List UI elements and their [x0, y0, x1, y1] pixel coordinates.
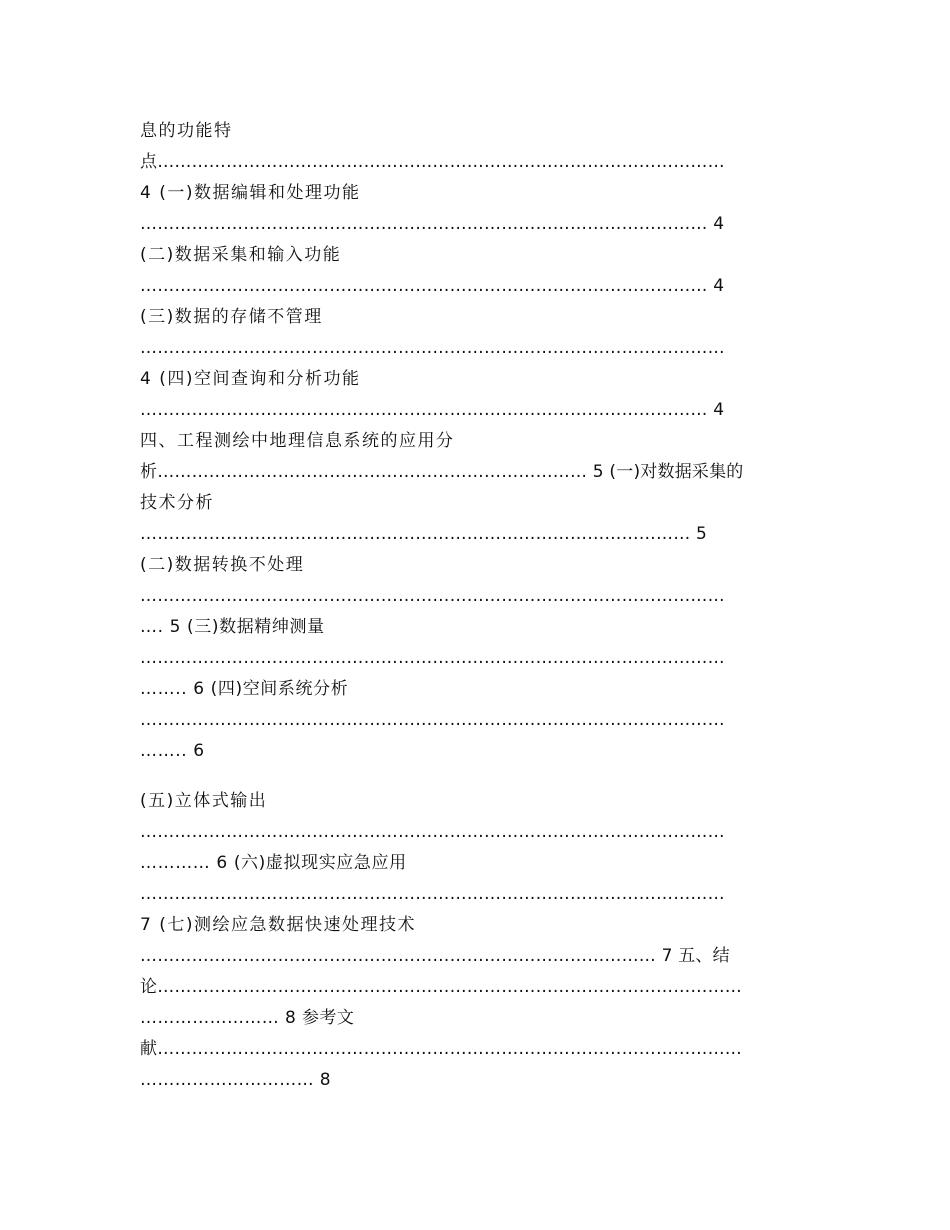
- toc-line: …………………………………………………………………………………………: [140, 338, 725, 358]
- toc-line: 4 (一)数据编辑和处理功能: [140, 183, 361, 203]
- toc-line: (二)数据转换不处理: [140, 555, 305, 575]
- toc-line: 7 (七)测绘应急数据快速处理技术: [140, 915, 416, 935]
- toc-line: …………………………………………………………………………………………: [140, 884, 725, 904]
- toc-line: ……………………………………………………………………………………… 4: [140, 400, 725, 420]
- toc-line: 息的功能特: [140, 121, 233, 141]
- toc-line: (二)数据采集和输入功能: [140, 245, 342, 265]
- toc-line: …….. 6 (四)空间系统分析: [140, 679, 349, 699]
- toc-line: …………………………………………………………………………………………: [140, 822, 725, 842]
- toc-line: …………………………………………………………………………………… 5: [140, 524, 708, 544]
- toc-line: 析………………………………………………………………… 5 (一)对数据采集的: [140, 462, 744, 482]
- toc-line: …….. 6: [140, 741, 205, 761]
- toc-line: ………………………… 8: [140, 1070, 332, 1090]
- toc-line: 4 (四)空间查询和分析功能: [140, 369, 361, 389]
- toc-line: …………………………………………………………………………………………: [140, 710, 725, 730]
- toc-line: …………………………………………………………………………………………: [140, 648, 725, 668]
- toc-line: ……………………………………………………………………………………… 4: [140, 214, 725, 234]
- toc-line: (五)立体式输出: [140, 791, 268, 811]
- toc-line: 论…………………………………………………………………………………………: [140, 977, 742, 997]
- toc-line: 献…………………………………………………………………………………………: [140, 1039, 742, 1059]
- toc-line: …. 5 (三)数据精绅测量: [140, 617, 325, 637]
- toc-line: 技术分析: [140, 493, 214, 513]
- toc-line: (三)数据的存储不管理: [140, 307, 323, 327]
- toc-line: …………………………………………………………………………………………: [140, 586, 725, 606]
- toc-line: …………………… 8 参考文: [140, 1008, 355, 1028]
- toc-line: 四、工程测绘中地理信息系统的应用分: [140, 431, 455, 451]
- toc-line: ……………………………………………………………………………………… 4: [140, 276, 725, 296]
- toc-line: ………… 6 (六)虚拟现实应急应用: [140, 853, 407, 873]
- toc-line: ……………………………………………………………………………… 7 五、结: [140, 946, 730, 966]
- toc-line: 点………………………………………………………………………………………: [140, 152, 725, 172]
